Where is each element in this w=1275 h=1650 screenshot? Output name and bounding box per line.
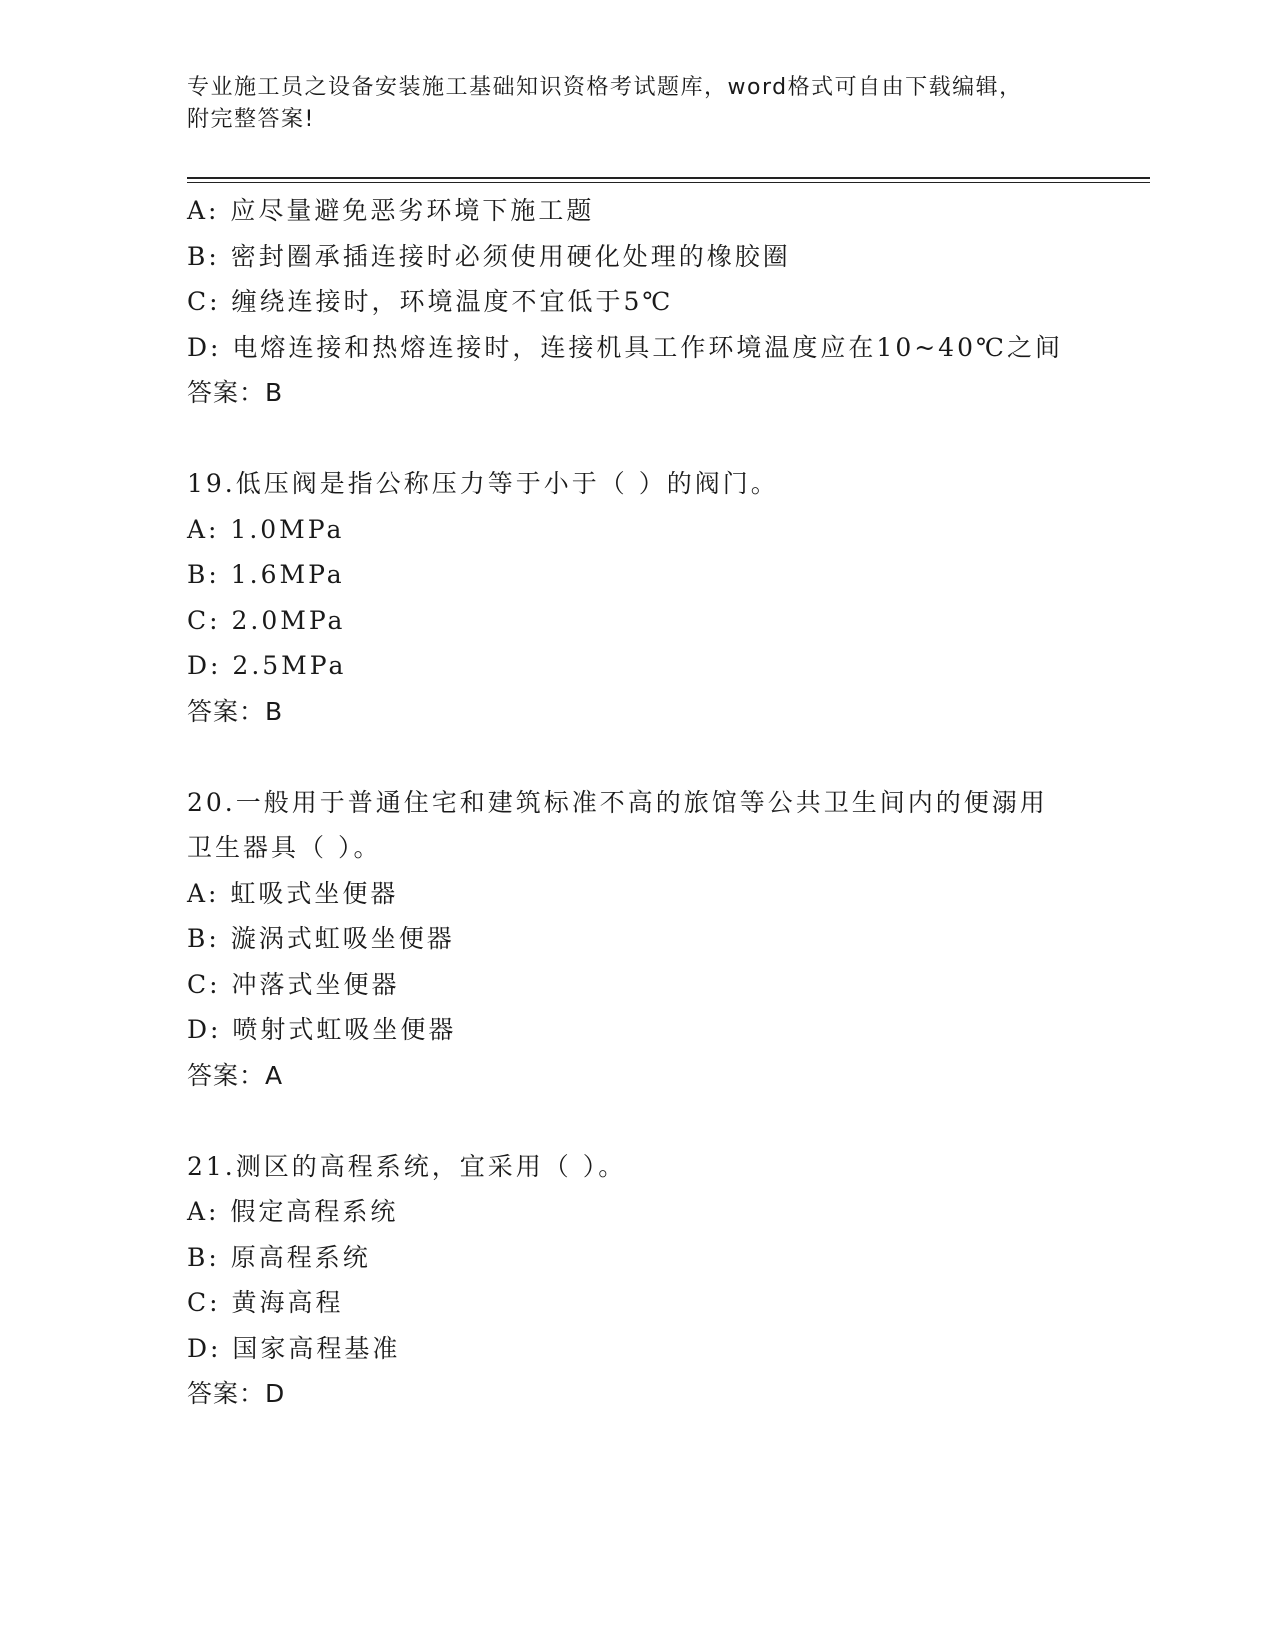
spacer [187, 1098, 1147, 1144]
option-c: C: 2.0MPa [187, 605, 346, 635]
answer-label: 答案：B [187, 378, 284, 407]
answer-label: 答案：B [187, 696, 284, 726]
option-d: D: 国家高程基准 [187, 1333, 401, 1363]
question-stem: 21.测区的高程系统，宜采用（ ）。 [187, 1151, 627, 1181]
option-d: D: 喷射式虹吸坐便器 [187, 1015, 457, 1044]
question-stem: 19.低压阀是指公称压力等于小于（ ）的阀门。 [187, 469, 779, 498]
option-c: C: 黄海高程 [187, 1288, 344, 1317]
spacer [187, 734, 1147, 780]
option-b: B: 密封圈承插连接时必须使用硬化处理的橡胶圈 [187, 241, 791, 271]
answer-label: 答案：A [187, 1060, 284, 1090]
option-b: B: 1.6MPa [187, 560, 345, 589]
question-21 [187, 1144, 1147, 1417]
question-18-continued [187, 188, 1147, 416]
option-c: C: 冲落式坐便器 [187, 969, 400, 999]
header-title-line-1: 专业施工员之设备安装施工基础知识资格考试题库，word格式可自由下载编辑， [187, 75, 1023, 100]
option-d: D: 电熔连接和热熔连接时，连接机具工作环境温度应在10~40℃之间 [187, 332, 1063, 362]
option-b: B: 原高程系统 [187, 1242, 371, 1272]
option-c: C: 缠绕连接时，环境温度不宜低于5℃ [187, 287, 674, 316]
option-a: A: 1.0MPa [187, 514, 345, 544]
question-19 [187, 461, 1147, 734]
header-divider-thin [187, 182, 1150, 183]
option-a: A: 假定高程系统 [187, 1197, 399, 1226]
header-title-line-2: 附完整答案! [187, 107, 315, 132]
question-20 [187, 780, 1147, 1099]
answer-label: 答案：D [187, 1379, 286, 1408]
option-d: D: 2.5MPa [187, 651, 347, 680]
spacer [187, 416, 1147, 462]
option-b: B: 漩涡式虹吸坐便器 [187, 924, 455, 953]
question-stem-continued: 卫生器具（ ）。 [187, 833, 382, 862]
question-list [187, 188, 1147, 1417]
question-stem: 20.一般用于普通住宅和建筑标准不高的旅馆等公共卫生间内的便溺用 [187, 787, 1048, 817]
option-a: A: 虹吸式坐便器 [187, 878, 399, 908]
option-a: A: 应尽量避免恶劣环境下施工题 [187, 196, 595, 225]
document-header [187, 72, 1067, 136]
header-divider-thick [187, 177, 1150, 179]
